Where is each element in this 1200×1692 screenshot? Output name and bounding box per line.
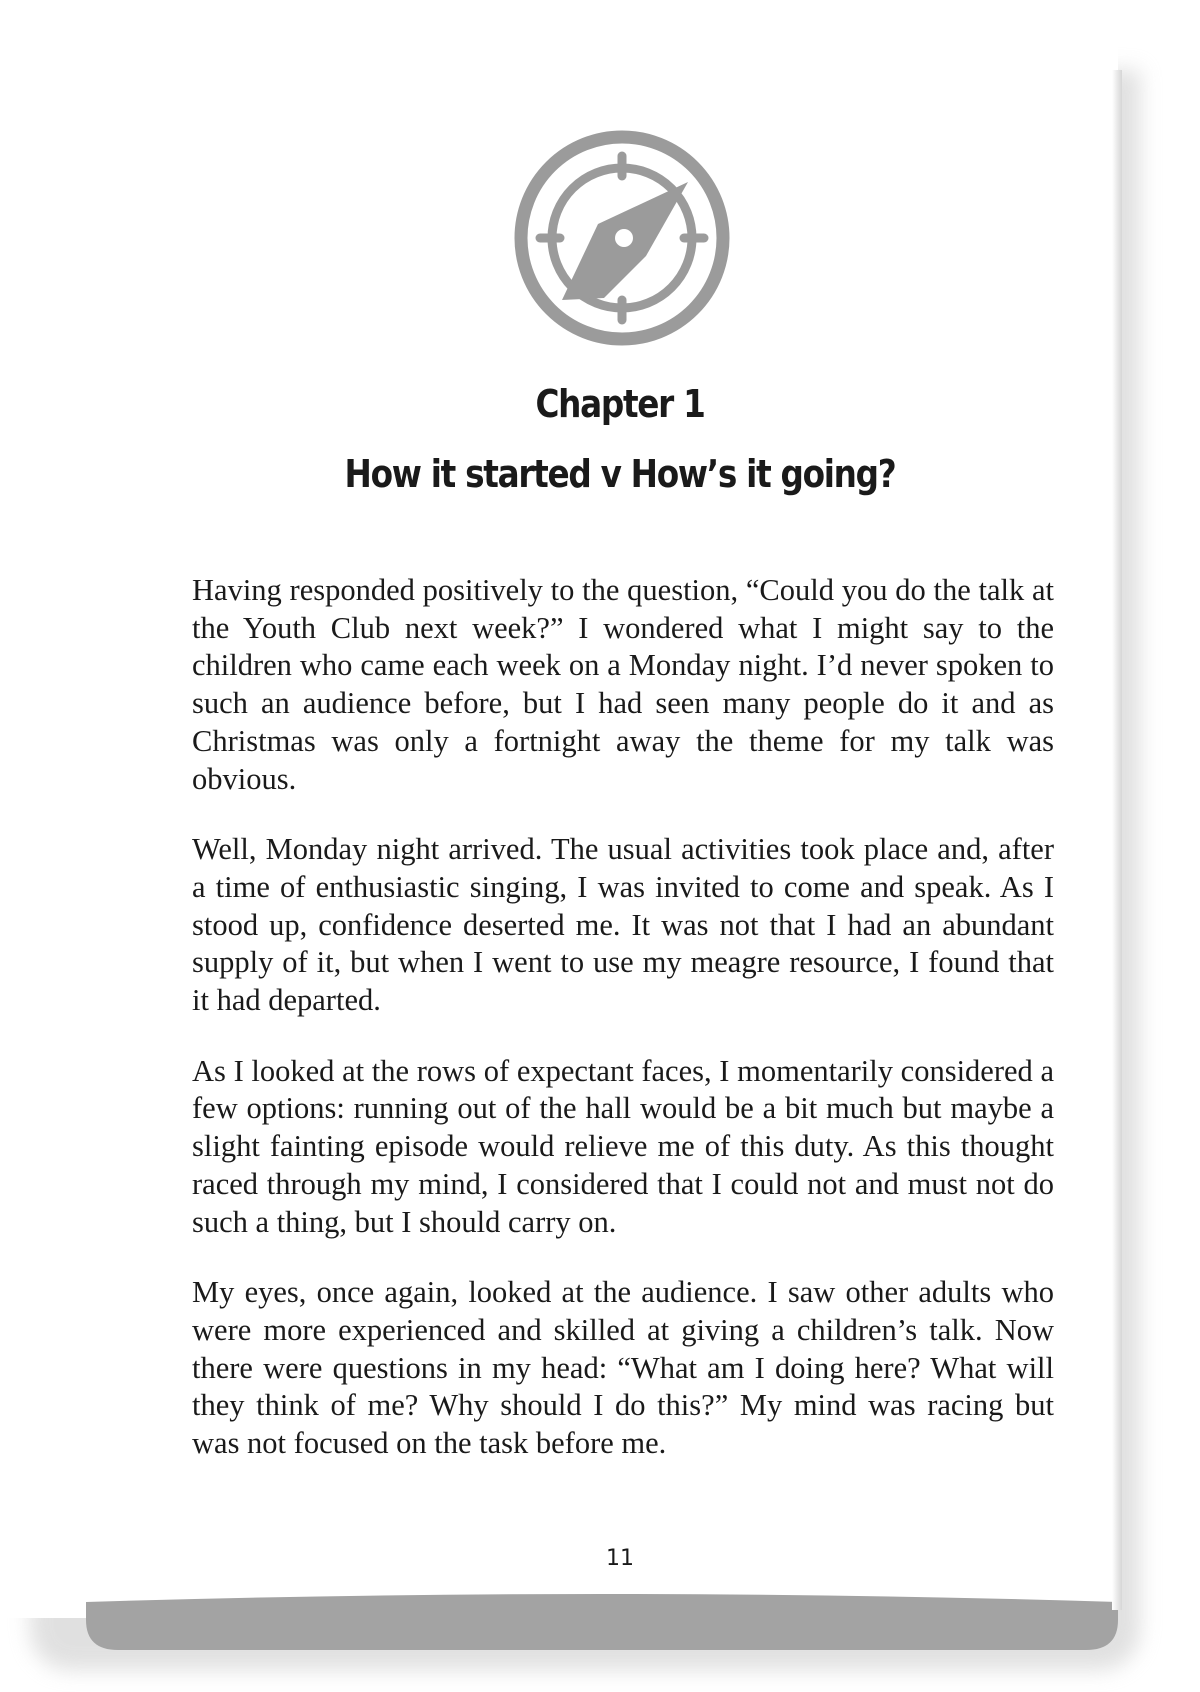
page-bottom-band bbox=[86, 1590, 1118, 1650]
body-text bbox=[192, 572, 1054, 1496]
paragraph: As I looked at the rows of expectant faces, I momentarily considered a few options: running out of the hall would be a bit much but maybe a slight fainting episode would relieve me of this duty. As this thought raced through my mind, I considered that I could not and must not do such a thing, but I should carry on. bbox=[192, 1053, 1054, 1239]
page-number: 11 bbox=[606, 1546, 634, 1571]
chapter-number: Chapter 1 bbox=[535, 382, 705, 426]
chapter-title: How it started v How’s it going? bbox=[344, 452, 896, 496]
paragraph: Well, Monday night arrived. The usual activities took place and, after a time of enthusiastic singing, I was invited to come and speak. As I stood up, confidence deserted me. It was not that I had an abundant supply of it, but when I went to use my meagre resource, I found that it had departed. bbox=[192, 832, 1054, 1018]
page-edge-shadow bbox=[1112, 70, 1122, 1610]
paragraph: My eyes, once again, looked at the audience. I saw other adults who were more experienced and skilled at giving a children’s talk. Now there were questions in my head: “What am I doing here? What will they think of me? Why should I do this?” My mind was racing but was not focused on the task before me. bbox=[192, 1275, 1054, 1461]
paragraph: Having responded positively to the question, “Could you do the talk at the Youth Club next week?” I wondered what I might say to the children who came each week on a Monday night. I’d never spoken to such an audience before, but I had seen many people do it and as Christmas was only a fortnight away the theme for my talk was obvious. bbox=[192, 573, 1054, 796]
compass-icon bbox=[512, 128, 732, 348]
